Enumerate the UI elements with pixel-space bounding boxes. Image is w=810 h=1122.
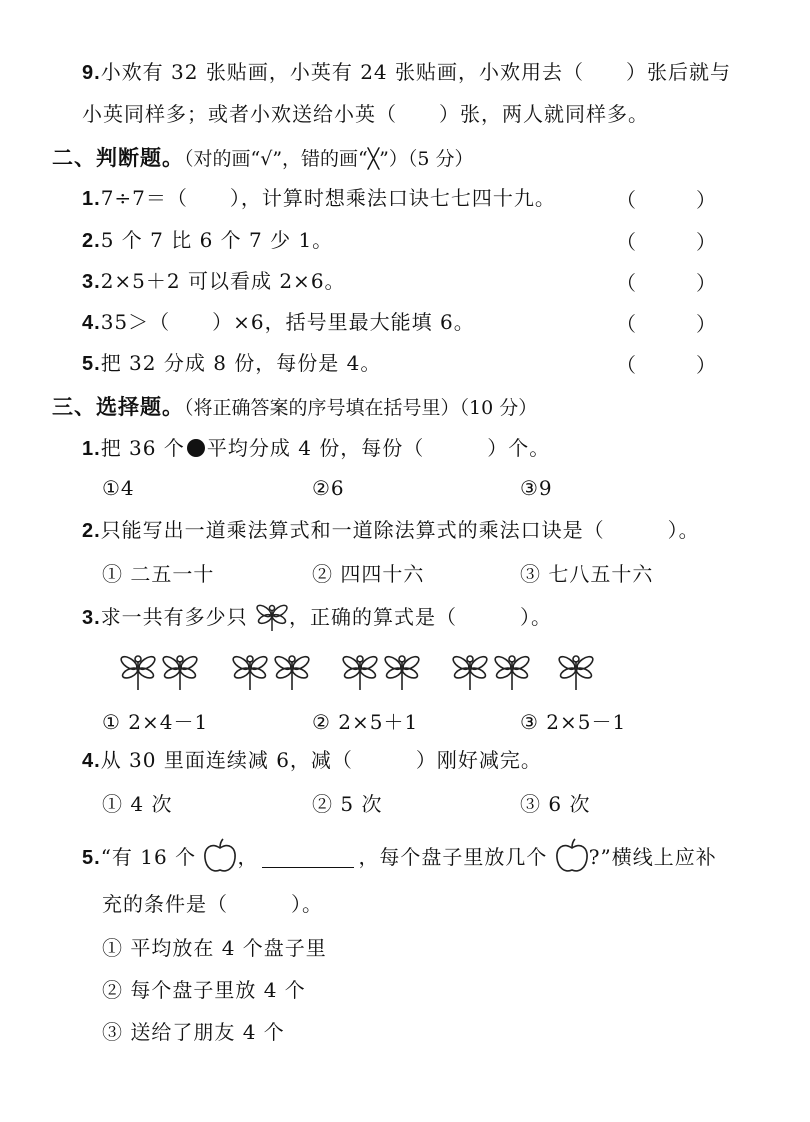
- black-dot-icon: [187, 439, 205, 457]
- question-9-line-2: 小英同样多；或者小欢送给小英（ ）张，两人就同样多。: [82, 102, 649, 126]
- judge-item-1: [82, 184, 556, 213]
- dragonfly-icon: [161, 654, 199, 690]
- judge-item-4: [82, 308, 475, 337]
- choice-question-1: [82, 434, 550, 463]
- option-1[interactable]: ① 平均放在 4 个盘子里: [102, 936, 327, 960]
- choice-question-2: [82, 516, 700, 545]
- item-number: 3.: [82, 271, 101, 293]
- item-text: 2×5＋2 可以看成 2×6。: [100, 269, 346, 293]
- question-5-line-2: 充的条件是（ ）。: [102, 892, 323, 916]
- question-number: 2.: [82, 520, 101, 542]
- option-3[interactable]: ③ 6 次: [520, 792, 591, 816]
- apple-icon: [555, 838, 589, 874]
- option-3[interactable]: ③ 送给了朋友 4 个: [102, 1020, 285, 1044]
- question-text: 小欢有 32 张贴画，小英有 24 张贴画，小欢用去（ ）张后就与: [100, 60, 732, 84]
- question-number: 9.: [82, 62, 101, 84]
- section-title: 三、选择题。: [52, 394, 184, 419]
- question-number: 5.: [82, 847, 101, 869]
- answer-bracket[interactable]: （ ）: [616, 353, 716, 377]
- dragonfly-icon: [557, 654, 595, 690]
- apple-icon: [203, 838, 237, 874]
- option-2[interactable]: ② 每个盘子里放 4 个: [102, 978, 306, 1002]
- section-2-heading: [52, 142, 474, 172]
- question-number: 3.: [82, 607, 101, 629]
- dragonfly-icon: [383, 654, 421, 690]
- dragonfly-illustration: [120, 652, 600, 694]
- question-text: 只能写出一道乘法算式和一道除法算式的乘法口诀是（ ）。: [100, 518, 700, 542]
- question-9-line-1: [82, 58, 731, 87]
- dragonfly-icon: [451, 654, 489, 690]
- option-2[interactable]: ② 2×5＋1: [312, 710, 419, 734]
- item-number: 2.: [82, 230, 101, 252]
- item-text: 35＞（ ）×6，括号里最大能填 6。: [100, 310, 475, 334]
- section-3-heading: [52, 391, 537, 421]
- dragonfly-icon: [493, 654, 531, 690]
- item-text: 7÷7＝（ ），计算时想乘法口诀七七四十九。: [100, 186, 556, 210]
- judge-item-3: [82, 267, 346, 296]
- question-text: 平均分成 4 份，每份（ ）个。: [206, 436, 551, 460]
- option-2[interactable]: ②6: [312, 476, 345, 500]
- option-1[interactable]: ①4: [102, 476, 135, 500]
- option-1[interactable]: ① 二五一十: [102, 562, 215, 586]
- question-text: ，: [237, 845, 259, 869]
- dragonfly-icon: [255, 602, 289, 632]
- question-text: ?”横线上应补: [588, 845, 717, 869]
- answer-bracket[interactable]: （ ）: [616, 230, 716, 254]
- item-number: 5.: [82, 353, 101, 375]
- dragonfly-icon: [273, 654, 311, 690]
- choice-question-4: [82, 746, 542, 775]
- question-text: ，正确的算式是（ ）。: [289, 605, 553, 629]
- option-3[interactable]: ③ 2×5－1: [520, 710, 627, 734]
- item-number: 1.: [82, 188, 101, 210]
- item-text: 5 个 7 比 6 个 7 少 1。: [100, 228, 334, 252]
- choice-question-5: [82, 838, 717, 874]
- section-title: 二、判断题。: [52, 145, 184, 170]
- section-note: （对的画“√”，错的画“╳”）（5 分）: [184, 148, 474, 170]
- dragonfly-icon: [119, 654, 157, 690]
- question-number: 4.: [82, 750, 101, 772]
- option-3[interactable]: ③ 七八五十六: [520, 562, 654, 586]
- option-1[interactable]: ① 4 次: [102, 792, 173, 816]
- question-text: 把 36 个: [100, 436, 185, 460]
- answer-bracket[interactable]: （ ）: [616, 312, 716, 336]
- question-text: ，每个盘子里放几个: [358, 845, 548, 869]
- choice-question-3: [82, 602, 552, 632]
- option-3[interactable]: ③9: [520, 476, 553, 500]
- item-text: 把 32 分成 8 份，每份是 4。: [100, 351, 382, 375]
- dragonfly-icon: [231, 654, 269, 690]
- fill-in-blank-line[interactable]: [262, 847, 354, 868]
- answer-bracket[interactable]: （ ）: [616, 188, 716, 212]
- option-2[interactable]: ② 四四十六: [312, 562, 425, 586]
- judge-item-5: [82, 349, 381, 378]
- option-2[interactable]: ② 5 次: [312, 792, 383, 816]
- question-text: 求一共有多少只: [100, 605, 248, 629]
- answer-bracket[interactable]: （ ）: [616, 271, 716, 295]
- question-text: 从 30 里面连续减 6，减（ ）刚好减完。: [100, 748, 542, 772]
- question-text: “有 16 个: [100, 845, 197, 869]
- question-number: 1.: [82, 438, 101, 460]
- option-1[interactable]: ① 2×4－1: [102, 710, 209, 734]
- item-number: 4.: [82, 312, 101, 334]
- dragonfly-icon: [341, 654, 379, 690]
- judge-item-2: [82, 226, 333, 255]
- section-note: （将正确答案的序号填在括号里）（10 分）: [184, 397, 538, 419]
